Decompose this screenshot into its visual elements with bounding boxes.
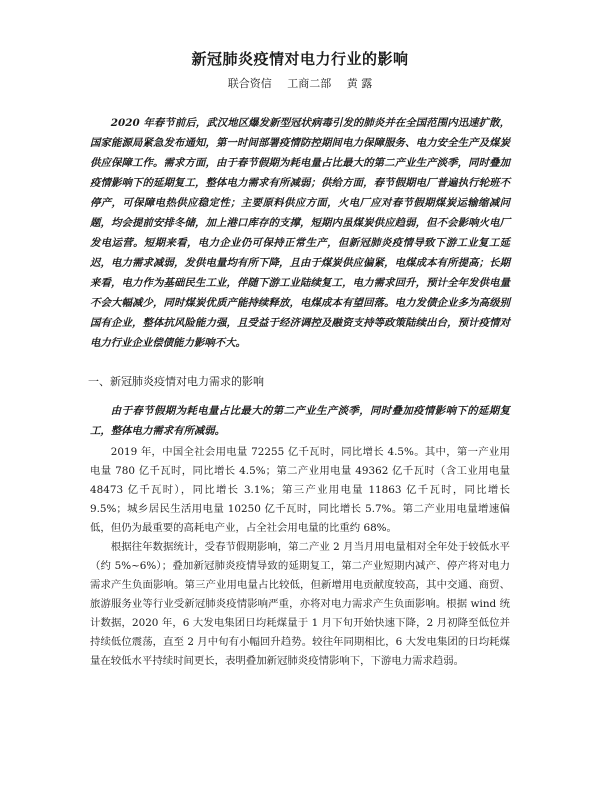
abstract-paragraph: 2020 年春节前后，武汉地区爆发新型冠状病毒引发的肺炎并在全国范围内迅速扩散，国家能源局紧急发布通知，第一时间部署疫情防控期间电力保障服务、电力安全生产及煤炭供应保障工作。需求方面，由于春节假期为耗电量占比最大的第二产业生产淡季，同时叠加疫情影响下的延期复工，整体电力需求有所减弱；供给方面，春节假期电厂普遍执行轮班不停产，可保障电热供应稳定性；主要原料供应方面，火电厂应对春节假期煤炭运输缩减问题，均会提前安排冬储，加上港口库存的支撑，短期内虽煤炭供应趋弱，但不会影响火电厂发电运营。短期来看，电力企业仍可保持正常生产，但新冠肺炎疫情导致下游工业复工延迟，电力需求减弱，发供电量均有所下降，且由于煤炭供应偏紧，电煤成本有所提高；长期来看，电力作为基础民生工业，伴随下游工业陆续复工，电力需求回升，预计全年发供电量不会大幅减少，同时煤炭优质产能持续释放，电煤成本有望回落。电力发债企业多为高级别国有企业，整体抗风险能力强，且受益于经济调控及融资支持等政策陆续出台，预计疫情对电力行业企业偿债能力影响不大。: [90, 117, 510, 349]
department-label: 联合资信: [227, 77, 272, 90]
division-label: 工商二部: [287, 77, 332, 90]
body-paragraph-2: 根据往年数据统计，受春节假期影响，第二产业 2 月当月用电量相对全年处于较低水平（约 5%~6%）；叠加新冠肺炎疫情导致的延期复工，第二产业短期内减产、停产将对电力需求产生负面影响。第三产业用电量占比较低，但新增用电贡献度较高，其中交通、商贸、旅游服务业等行业受新冠肺炎疫情影响严重，亦将对电力需求产生负面影响。根据 wind 统计数据，2020 年，6 大发电集团日均耗煤量于 1 月下旬开始快速下降，2 月初降至低位并持续低位震荡，直至 2 月中旬有小幅回升趋势。较往年同期相比，6 大发电集团的日均耗煤量在较低水平持续时间更长，表明叠加新冠肺炎疫情影响下，下游电力需求趋弱。: [90, 541, 510, 667]
author-name: 黄 露: [346, 77, 373, 90]
section-lead-paragraph: 由于春节假期为耗电量占比最大的第二产业生产淡季，同时叠加疫情影响下的延期复工，整体电力需求有所减弱。: [90, 405, 510, 437]
section-heading: 一、新冠肺炎疫情对电力需求的影响: [88, 375, 264, 388]
body-paragraph-1: 2019 年，中国全社会用电量 72255 亿千瓦时，同比增长 4.5%。其中，第一产业用电量 780 亿千瓦时，同比增长 4.5%；第二产业用电量 49362 亿千瓦时（含工业用电量 48473 亿千瓦时），同比增长 3.1%；第三产业用电量 11863 亿千瓦时，同比增长 9.5%；城乡居民生活用电量 10250 亿千瓦时，同比增长 5.7%。第二产业用电量增速偏低，但仍为最重要的高耗电产业，占全社会用电量的比重约 68%。: [90, 446, 510, 534]
document-title: 新冠肺炎疫情对电力行业的影响: [191, 50, 409, 68]
author-line: [90, 75, 510, 91]
